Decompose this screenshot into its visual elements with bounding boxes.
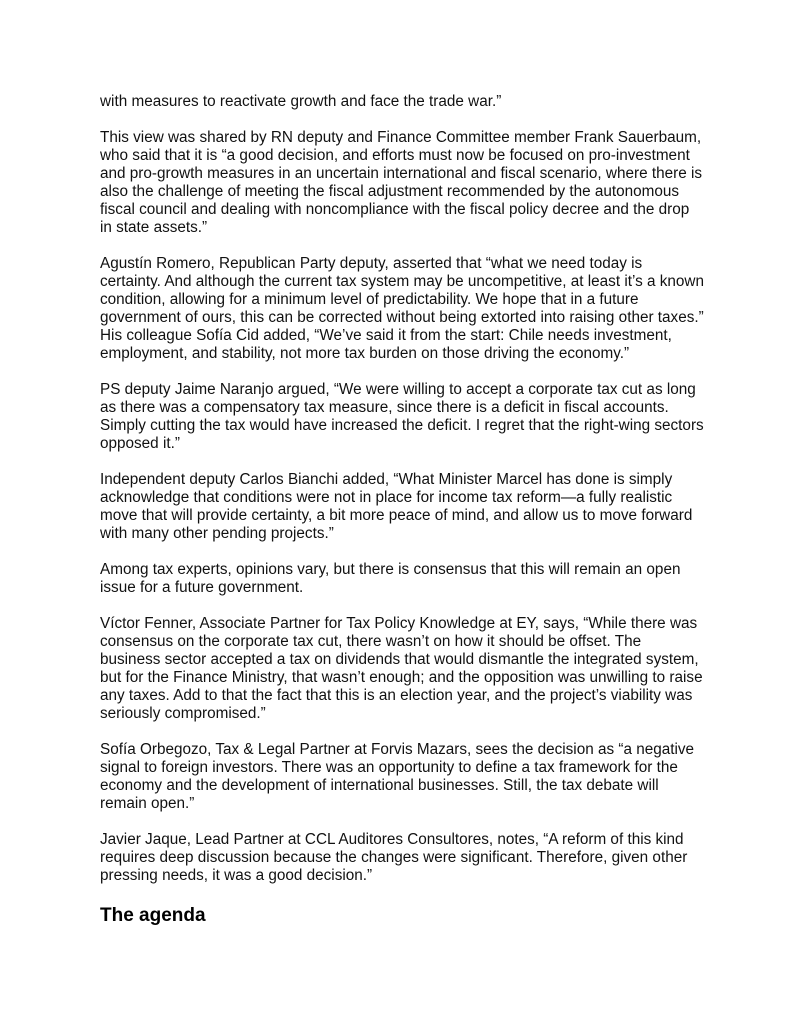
document-page: [100, 93, 704, 928]
paragraph-orbegozo-quote: Sofía Orbegozo, Tax & Legal Partner at Forvis Mazars, sees the decision as “a negative signal to foreign investors. There was an opportunity to define a tax framework for the economy and the development of international businesses. Still, the tax debate will remain open.”: [100, 741, 695, 812]
paragraph-tax-experts: Among tax experts, opinions vary, but there is consensus that this will remain an open issue for a future government.: [100, 561, 681, 596]
paragraph-naranjo-quote: PS deputy Jaime Naranjo argued, “We were willing to accept a corporate tax cut as long as there was a compensatory tax measure, since there is a deficit in fiscal accounts. Simply cutting the tax would have increased the deficit. I regret that the right-wing sectors opposed it.”: [100, 381, 704, 452]
paragraph-romero-quote: Agustín Romero, Republican Party deputy, asserted that “what we need today is certainty. And although the current tax system may be uncompetitive, at least it’s a known condition, allowing for a minimum level of predictability. We hope that in a future government of ours, this can be corrected without being extorted into raising other taxes.” His colleague Sofía Cid added, “We’ve said it from the start: Chile needs investment, employment, and stability, not more tax burden on those driving the economy.”: [100, 255, 704, 362]
paragraph-fenner-quote: Víctor Fenner, Associate Partner for Tax Policy Knowledge at EY, says, “While there was consensus on the corporate tax cut, there wasn’t on how it should be offset. The business sector accepted a tax on dividends that would dismantle the integrated system, but for the Finance Ministry, that wasn’t enough; and the opposition was unwilling to raise any taxes. Add to that the fact that this is an election year, and the project’s viability was seriously compromised.”: [100, 615, 703, 722]
paragraph-bianchi-quote: Independent deputy Carlos Bianchi added, “What Minister Marcel has done is simply acknowledge that conditions were not in place for income tax reform—a fully realistic move that will provide certainty, a bit more peace of mind, and allow us to move forward with many other pending projects.”: [100, 471, 693, 542]
paragraph-continuation: with measures to reactivate growth and face the trade war.”: [100, 93, 502, 110]
paragraph-jaque-quote: Javier Jaque, Lead Partner at CCL Auditores Consultores, notes, “A reform of this kind requires deep discussion because the changes were significant. Therefore, given other pressing needs, it was a good decision.”: [100, 831, 688, 884]
paragraph-sauerbaum-quote: This view was shared by RN deputy and Finance Committee member Frank Sauerbaum, who said that it is “a good decision, and efforts must now be focused on pro-investment and pro-growth measures in an uncertain international and fiscal scenario, where there is also the challenge of meeting the fiscal adjustment recommended by the autonomous fiscal council and dealing with noncompliance with the fiscal policy decree and the drop in state assets.”: [100, 129, 703, 236]
section-heading: The agenda: [100, 905, 206, 926]
